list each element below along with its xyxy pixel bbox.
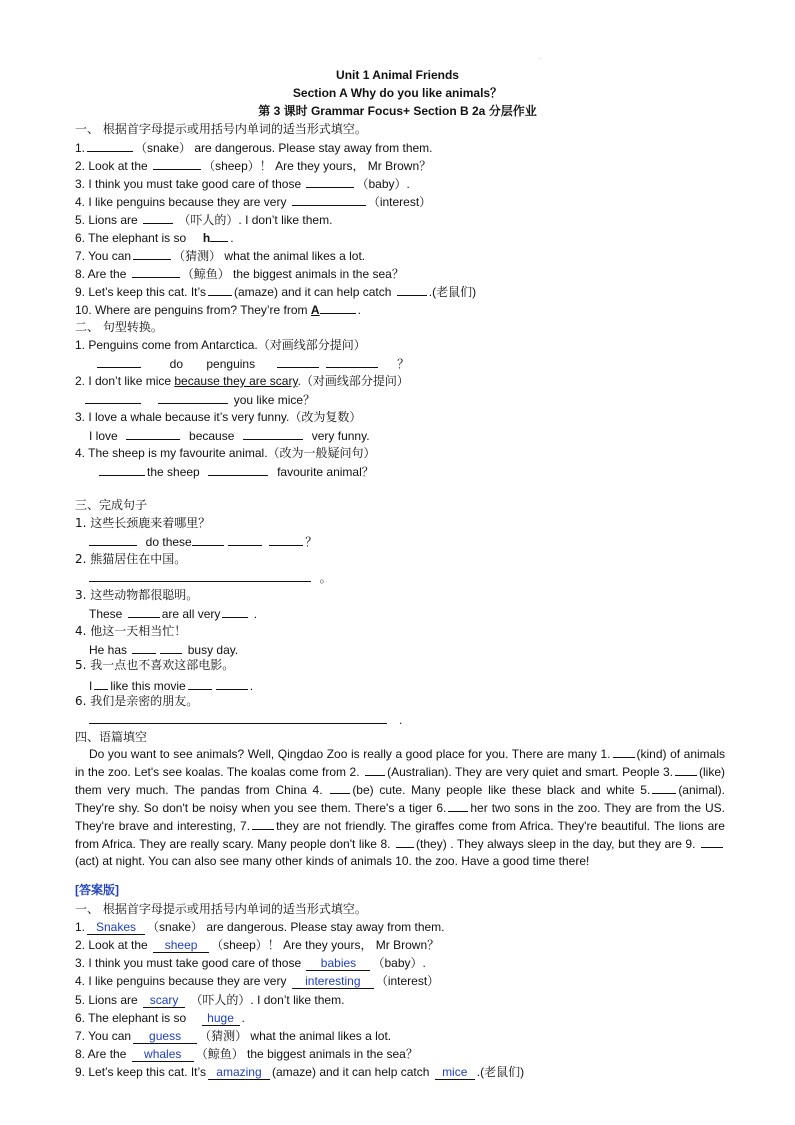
item-text: （baby）. [356, 177, 410, 191]
item-text: . [357, 303, 361, 317]
answer-item-8 [75, 1046, 725, 1062]
part1-item-1 [75, 139, 725, 156]
item-text: （interest） [367, 195, 432, 209]
answer-item-9 [75, 1064, 725, 1080]
item-text: . [399, 713, 403, 727]
item-text: very funny. [311, 429, 370, 443]
part1-item-6 [75, 229, 725, 246]
filled-answer: huge [202, 1011, 240, 1026]
part1-item-8 [75, 265, 725, 282]
item-text: . [253, 607, 258, 621]
initial-letter: h [202, 231, 211, 245]
answer-blank[interactable] [160, 641, 182, 654]
part3-q5: 5. 我一点也不喜欢这部电影。 [75, 658, 235, 672]
passage-text: her two sons in the zoo. They are from the US. They're brave and interesting, 7. [75, 801, 725, 833]
part3-q2-answer [75, 569, 725, 586]
item-text: I love [89, 429, 118, 443]
part1-item-9 [75, 283, 725, 300]
section-title: Section A Why do you like animals？ [292, 86, 503, 100]
item-text: 1. [75, 141, 86, 155]
item-text: He has [89, 643, 128, 657]
item-text: （吓人的）. I don’t like them. [187, 993, 345, 1007]
item-text: the sheep [147, 465, 200, 479]
answer-blank[interactable] [243, 427, 303, 440]
answer-blank[interactable] [132, 641, 156, 654]
answer-blank[interactable] [153, 157, 201, 170]
passage-text: (be) cute. Many people like these black and white 5. [352, 783, 651, 797]
part1-item-7 [75, 247, 725, 264]
passage-text: (they) . They always sleep in the day, but they are 9. [416, 837, 696, 851]
answer-key-label: [答案版] [75, 883, 119, 897]
answer-item-3 [75, 955, 725, 971]
item-text: are all very [161, 607, 221, 621]
item-text: do these [145, 535, 192, 549]
answer-blank[interactable] [269, 533, 303, 546]
answer-blank[interactable] [99, 463, 145, 476]
part2-q1-answer [75, 355, 725, 372]
answer-blank[interactable] [89, 711, 387, 724]
filled-answer: mice [435, 1065, 475, 1080]
answer-blank[interactable] [228, 533, 262, 546]
item-text: （sheep）！ Are they yours， Mr Brown？ [203, 159, 432, 173]
part2-q2 [75, 373, 725, 389]
item-text: （baby）. [372, 956, 426, 970]
item-text: .(老鼠们) [428, 285, 477, 299]
item-text: penguins [206, 357, 256, 371]
item-text: favourite animal？ [277, 465, 374, 479]
answer-blank[interactable] [128, 605, 160, 618]
item-text: 4. I like penguins because they are very [75, 974, 287, 988]
answer-blank[interactable] [97, 355, 141, 368]
passage-text: (like) them very much. The pandas from China 4. [75, 765, 725, 797]
passage-text: (animal). They're shy. So don't be noisy when you see them. There's a tiger 6. [75, 783, 725, 815]
item-text: like this movie [110, 679, 186, 693]
part3-q3-answer [75, 605, 725, 622]
answer-blank[interactable] [210, 229, 228, 242]
part2-q3: 3. I love a whale because it’s very funny.（改为复数） [75, 410, 362, 424]
page-dot: . [540, 55, 542, 61]
part3-q3: 3. 这些动物都很聪明。 [75, 588, 199, 602]
item-text: 7. You can [75, 249, 132, 263]
part2-q4-answer [75, 463, 725, 480]
answer-blank[interactable] [208, 463, 268, 476]
part1-item-5 [75, 211, 725, 228]
item-text: .(老鼠们) [476, 1065, 525, 1079]
answer-blank[interactable] [192, 533, 224, 546]
filled-answer: whales [132, 1047, 194, 1062]
answer-blank[interactable] [126, 427, 180, 440]
item-text: （猜测） what the animal likes a lot. [199, 1029, 392, 1043]
part4-title: 四、语篇填空 [75, 730, 148, 744]
part2-q4: 4. The sheep is my favourite animal.（改为一般疑问句） [75, 446, 376, 460]
item-text: (amaze) and it can help catch [233, 285, 392, 299]
underlined-text: because they are scary [174, 374, 298, 388]
part3-q4: 4. 他这一天相当忙！ [75, 624, 187, 638]
item-text: because [189, 429, 235, 443]
answer-item-6 [75, 1010, 725, 1026]
answer-blank[interactable] [277, 355, 319, 368]
answer-blank[interactable] [397, 283, 427, 296]
part1-title: 一、 根据首字母提示或用括号内单词的适当形式填空。 [75, 122, 367, 136]
part1-item-10 [75, 301, 725, 318]
item-text: 3. I think you must take good care of those [75, 956, 302, 970]
item-text: （snake） are dangerous. Please stay away from them. [147, 920, 445, 934]
answer-blank[interactable] [89, 533, 137, 546]
item-text: 5. Lions are [75, 993, 138, 1007]
item-text: 1. [75, 920, 86, 934]
part3-q1: 1. 这些长颈鹿来着哪里？ [75, 516, 211, 530]
item-text: 9. Let’s keep this cat. It’s [75, 1065, 206, 1079]
part2-title: 二、 句型转换。 [75, 320, 163, 334]
item-text: 6. The elephant is so [75, 1011, 187, 1025]
part4-passage [75, 745, 725, 870]
item-text: 2. Look at the [75, 159, 148, 173]
item-text: 3. I think you must take good care of those [75, 177, 302, 191]
item-text: .（对画线部分提问） [297, 374, 409, 388]
passage-text: Do you want to see animals? Well, Qingdao Zoo is really a good place for you. There are many 1. [89, 747, 611, 761]
answer-item-7 [75, 1028, 725, 1044]
passage-text: (act) at night. You can also see many other kinds of animals 10. [75, 854, 412, 868]
filled-answer: guess [133, 1029, 197, 1044]
passage-text: the zoo. Have a good time there! [415, 854, 590, 868]
item-text: ？ [305, 535, 318, 549]
answer-blank[interactable] [448, 799, 468, 812]
item-text: 8. Are the [75, 1047, 127, 1061]
item-text: （吓人的）. I don’t like them. [175, 213, 333, 227]
item-text: 2. I don’t like mice [75, 374, 175, 388]
answer-blank[interactable] [158, 391, 228, 404]
filled-answer: scary [143, 993, 185, 1008]
item-text: busy day. [187, 643, 239, 657]
passage-text: (Australian). They are very quiet and smart. People 3. [387, 765, 673, 779]
item-text: 6. The elephant is so [75, 231, 187, 245]
filled-answer: babies [306, 956, 370, 971]
answer-blank[interactable] [252, 817, 274, 830]
answer-blank[interactable] [188, 677, 212, 690]
answer-blank[interactable] [330, 781, 350, 794]
answer-blank[interactable] [396, 835, 414, 848]
item-text: 7. You can [75, 1029, 132, 1043]
part3-q6-answer [75, 711, 725, 728]
answer-blank[interactable] [94, 677, 108, 690]
answer-blank[interactable] [675, 763, 697, 776]
part2-q1: 1. Penguins come from Antarctica.（对画线部分提问） [75, 338, 366, 352]
item-text: ？ [397, 357, 410, 371]
item-text: . [241, 1011, 245, 1025]
answer-item-2 [75, 937, 725, 953]
answer-blank[interactable] [306, 175, 354, 188]
filled-answer: sheep [153, 938, 209, 953]
answer-blank[interactable] [652, 781, 676, 794]
part3-q5-answer [75, 677, 725, 694]
part3-q6: 6. 我们是亲密的朋友。 [75, 694, 199, 708]
answer-blank[interactable] [85, 391, 141, 404]
lesson-title: 第 3 课时 Grammar Focus+ Section B 2a 分层作业 [258, 104, 537, 118]
answer-item-1 [75, 919, 725, 935]
item-text: 8. Are the [75, 267, 127, 281]
part1-item-4 [75, 193, 725, 210]
item-text: I [89, 679, 93, 693]
part1-item-3 [75, 175, 725, 192]
item-text: （猜测） what the animal likes a lot. [173, 249, 366, 263]
item-text: 。 [319, 571, 332, 585]
answer-blank[interactable] [89, 569, 311, 582]
part3-title: 三、完成句子 [75, 498, 148, 512]
item-text: （sheep）！ Are they yours， Mr Brown？ [211, 938, 440, 952]
answer-blank[interactable] [87, 139, 133, 152]
item-text: （interest） [375, 974, 440, 988]
item-text: . [249, 679, 254, 693]
answer-blank[interactable] [222, 605, 248, 618]
answer-blank[interactable] [365, 763, 385, 776]
unit-title: Unit 1 Animal Friends [336, 68, 459, 82]
answer-item-5 [75, 992, 725, 1008]
part3-q4-answer [75, 641, 725, 658]
passage-text: (kind) of animals in the zoo. Let's see koalas. The koalas come from 2. [75, 747, 726, 779]
passage-text: they are not friendly. The giraffes come from Africa. They're beautiful. The lions are from Africa. They are really scary. Many people don't like 8. [75, 819, 725, 851]
answer-blank[interactable] [320, 301, 356, 314]
answer-blank[interactable] [701, 835, 723, 848]
filled-answer: interesting [292, 974, 374, 989]
item-text: These [89, 607, 123, 621]
item-text: (amaze) and it can help catch [271, 1065, 430, 1079]
answer-key-title: 一、 根据首字母提示或用括号内单词的适当形式填空。 [75, 902, 367, 916]
answer-blank[interactable] [613, 745, 635, 758]
item-text: （鲸鱼） the biggest animals in the sea？ [195, 1047, 418, 1061]
item-text: （鲸鱼） the biggest animals in the sea？ [181, 267, 404, 281]
item-text: . [230, 231, 234, 245]
filled-answer: amazing [208, 1065, 270, 1080]
item-text: 9. Let’s keep this cat. It’s [75, 285, 206, 299]
item-text: 5. Lions are [75, 213, 138, 227]
answer-blank[interactable] [216, 677, 248, 690]
item-text: do [169, 357, 184, 371]
answer-blank[interactable] [143, 211, 173, 224]
part3-q1-answer [75, 533, 725, 550]
answer-blank[interactable] [208, 283, 232, 296]
item-text: 4. I like penguins because they are very [75, 195, 287, 209]
initial-letter: A [310, 303, 320, 317]
answer-item-4 [75, 973, 725, 989]
answer-blank[interactable] [133, 247, 171, 260]
filled-answer: Snakes [87, 920, 145, 935]
item-text: 10. Where are penguins from? They’re from [75, 303, 308, 317]
answer-blank[interactable] [326, 355, 378, 368]
part3-q2: 2. 熊猫居住在中国。 [75, 552, 187, 566]
item-text: 2. Look at the [75, 938, 148, 952]
answer-blank[interactable] [292, 193, 366, 206]
part2-q3-answer [75, 427, 725, 444]
answer-blank[interactable] [132, 265, 180, 278]
part1-item-2 [75, 157, 725, 174]
part2-q2-answer [75, 391, 725, 408]
item-text: you like mice？ [233, 393, 316, 407]
item-text: （snake） are dangerous. Please stay away from them. [135, 141, 433, 155]
